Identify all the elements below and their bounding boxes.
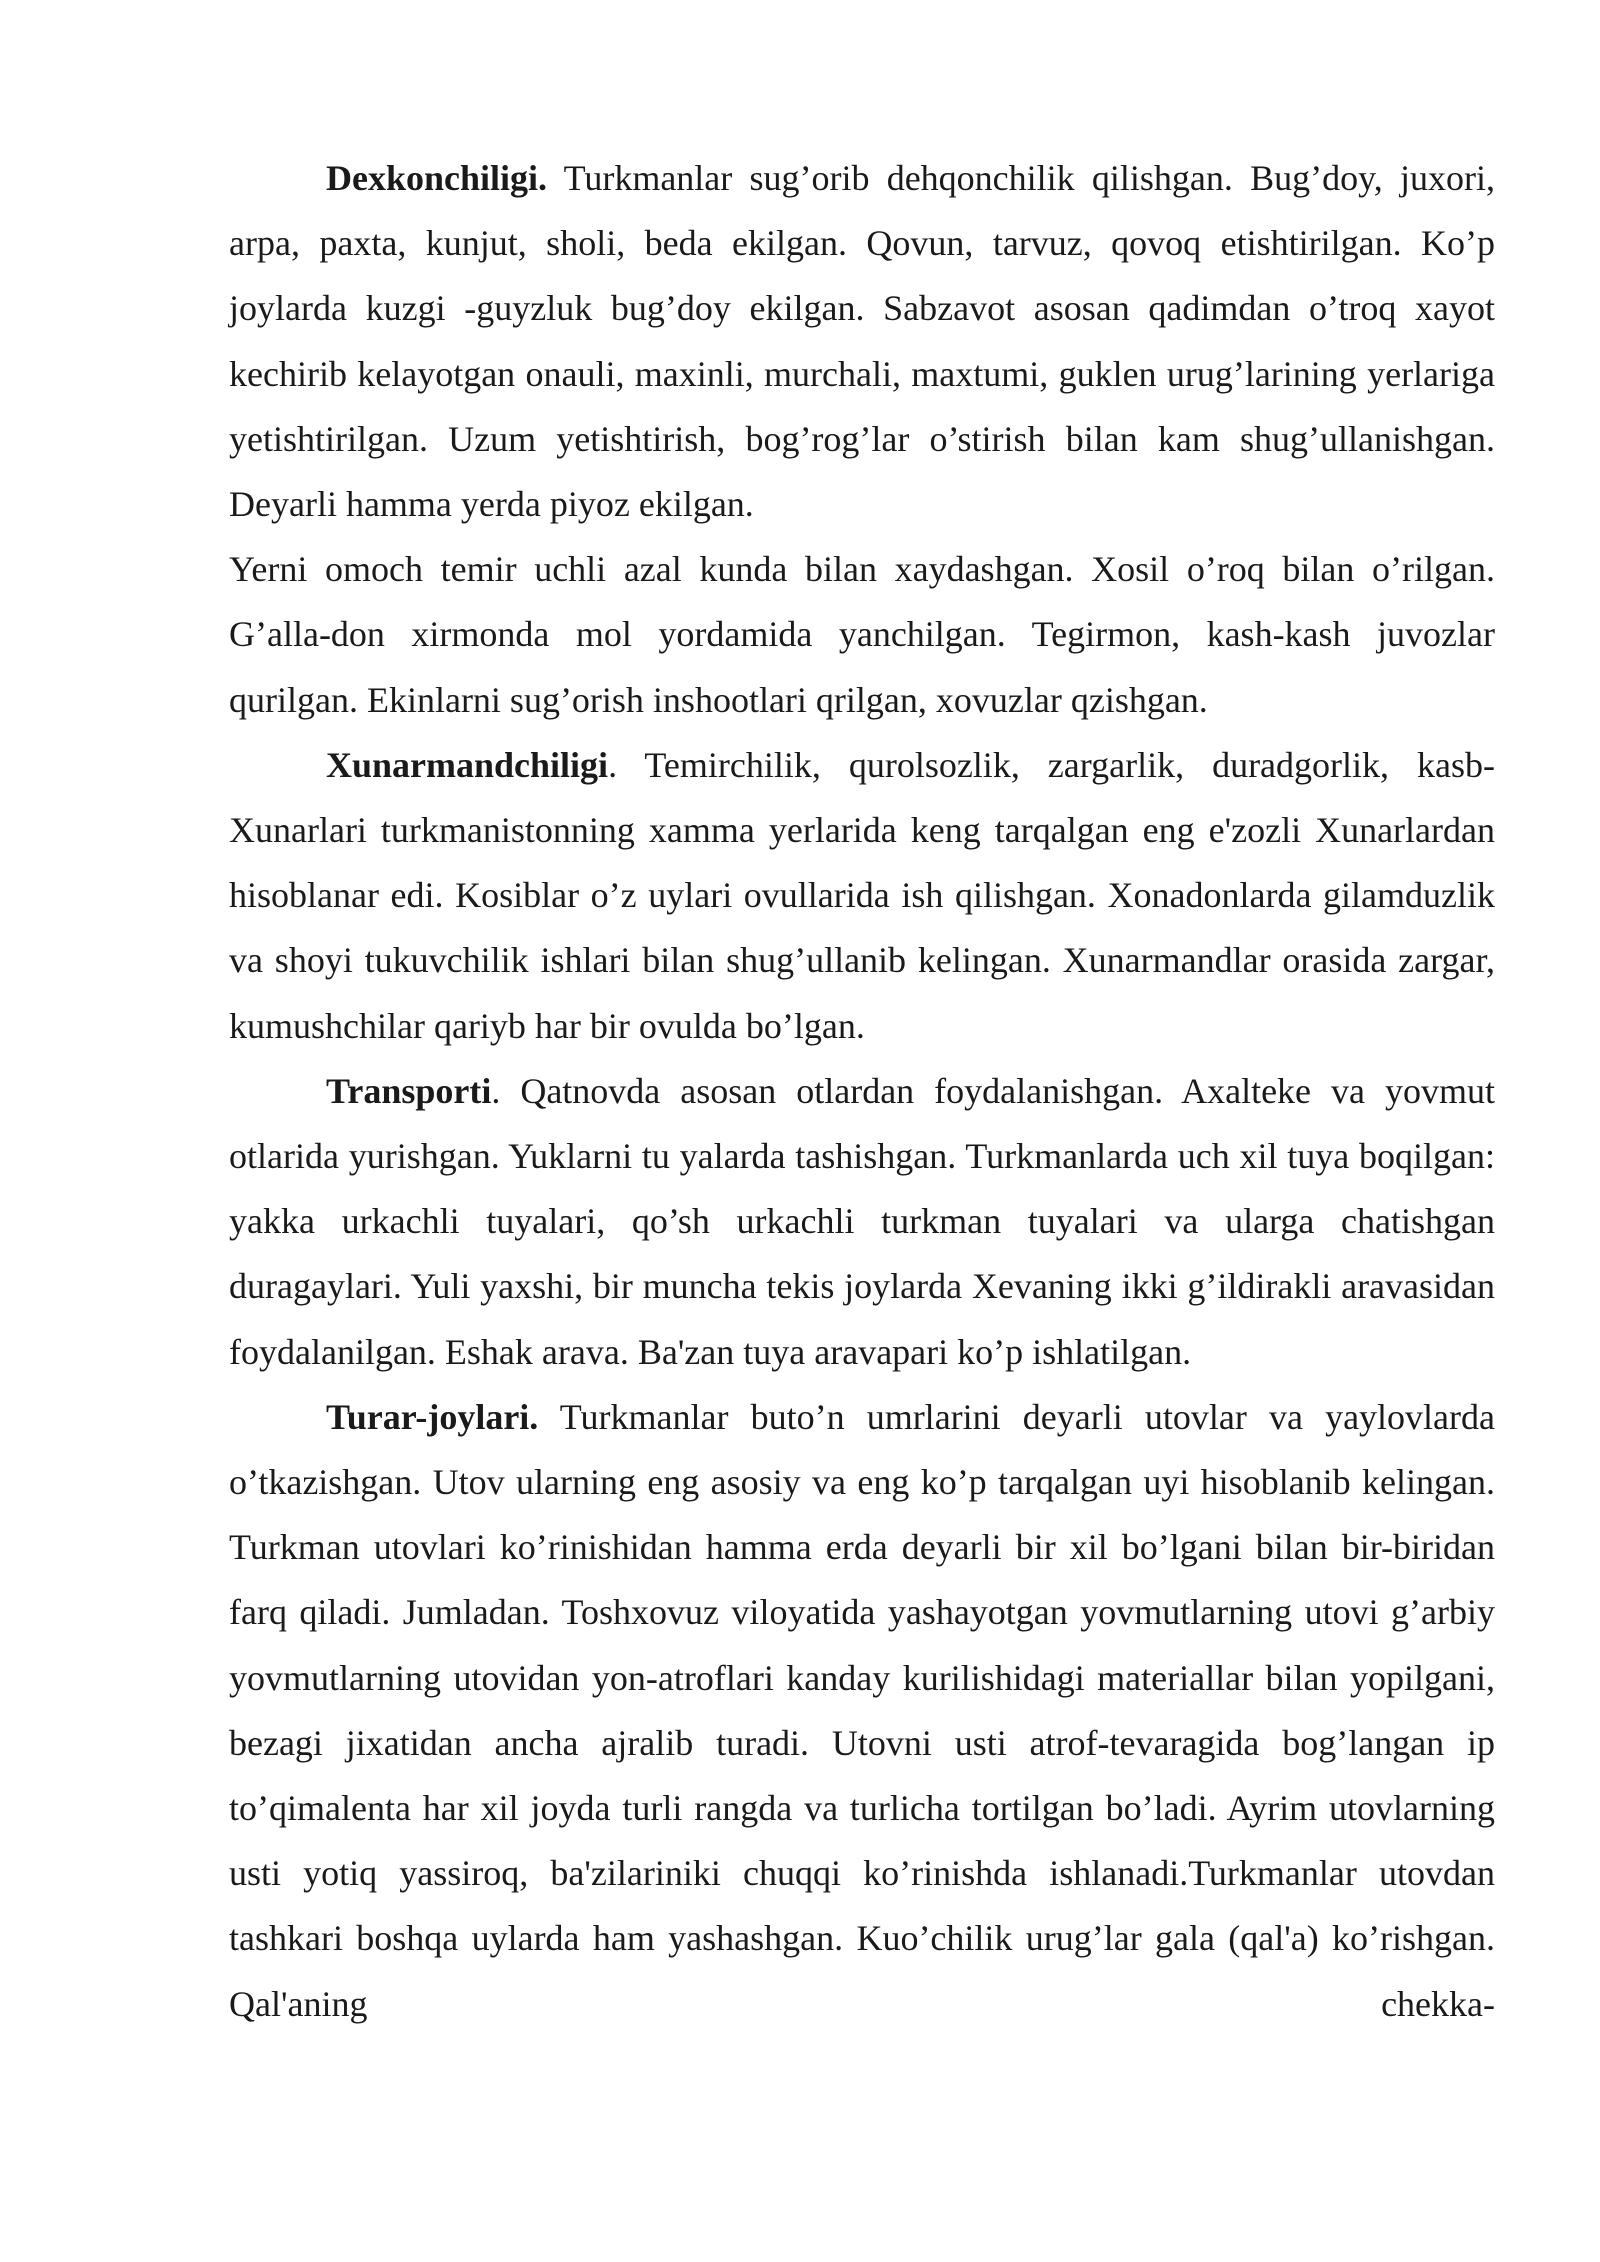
paragraph-text: Turkmanlar buto’n umrlarini deyarli utovlar va yaylovlarda o’tkazishgan. Utov ularning eng asosiy va eng ko’p tarqalgan uyi hisoblanib kelingan. Turkman utovlari ko’rinishidan hamma erda deyarli bir xil bo’lgani bilan bir-biridan farq qiladi. Jumladan. Toshxovuz viloyatida yashayotgan yovmutlarning utovi g’arbiy yovmutlarning utovidan yon-atroflari kanday kurilishidagi materiallar bilan yopilgani, bezagi jixatidan ancha ajralib turadi. Utovni usti atrof-tevaragida bog’langan ip to’qimalenta har xil joyda turli rangda va turlicha tortilgan bo’ladi. Ayrim utovlarning usti yotiq yassiroq, ba'zilariniki chuqqi ko’rinishda ishlanadi.Turkmanlar utovdan tashkari boshqa uylarda ham yashashgan. Kuo’chilik urug’lar gala (qal'a) ko’rishgan. Qal'aning chekka-: [229, 1396, 1495, 2024]
paragraph-heading: Xunarmandchiligi: [326, 744, 609, 785]
paragraph-turar-joylar: [229, 1385, 1495, 2037]
paragraph-text: Yerni omoch temir uchli azal kunda bilan xaydashgan. Xosil o’roq bilan o’rilgan. G’alla-don xirmonda mol yordamida yanchilgan. Tegirmon, kash-kash juvozlar qurilgan. Ekinlarni sug’orish inshootlari qrilgan, xovuzlar qzishgan.: [229, 549, 1495, 720]
paragraph-text: . Temirchilik, qurolsozlik, zargarlik, duradgorlik, kasb-Xunarlari turkmanistonning xamma yerlarida keng tarqalgan eng e'zozli Xunarlardan hisoblanar edi. Kosiblar o’z uylari ovullarida ish qilishgan. Xonadonlarda gilamduzlik va shoyi tukuvchilik ishlari bilan shug’ullanib kelingan. Xunarmandlar orasida zargar, kumushchilar qariyb har bir ovulda bo’lgan.: [229, 744, 1495, 1046]
paragraph-heading: Turar-joylari.: [326, 1396, 539, 1437]
document-page: [229, 146, 1495, 2037]
paragraph-xunarmandchilik: [229, 733, 1495, 1059]
paragraph-text: . Qatnovda asosan otlardan foydalanishgan. Axalteke va yovmut otlarida yurishgan. Yuklarni tu yalarda tashishgan. Turkmanlarda uch xil tuya boqilgan: yakka urkachli tuyalari, qo’sh urkachli turkman tuyalari va ularga chatishgan duragaylari. Yuli yaxshi, bir muncha tekis joylarda Xevaning ikki g’ildirakli aravasidan foydalanilgan. Eshak arava. Ba'zan tuya aravapari ko’p ishlatilgan.: [229, 1070, 1495, 1372]
paragraph-text: Turkmanlar sug’orib dehqonchilik qilishgan. Bug’doy, juxori, arpa, paxta, kunjut, sholi, beda ekilgan. Qovun, tarvuz, qovoq etishtirilgan. Ko’p joylarda kuzgi -guyzluk bug’doy ekilgan. Sabzavot asosan qadimdan o’troq xayot kechirib kelayotgan onauli, maxinli, murchali, maxtumi, guklen urug’larining yerlariga yetishtirilgan. Uzum yetishtirish, bog’rog’lar o’stirish bilan kam shug’ullanishgan. Deyarli hamma yerda piyoz ekilgan.: [229, 158, 1495, 525]
paragraph-yerni-omoch: [229, 537, 1495, 733]
paragraph-heading: Transporti: [326, 1070, 492, 1111]
paragraph-heading: Dexkonchiligi.: [326, 158, 548, 198]
paragraph-transport: [229, 1059, 1495, 1385]
paragraph-dehqonchilik: [229, 146, 1495, 537]
